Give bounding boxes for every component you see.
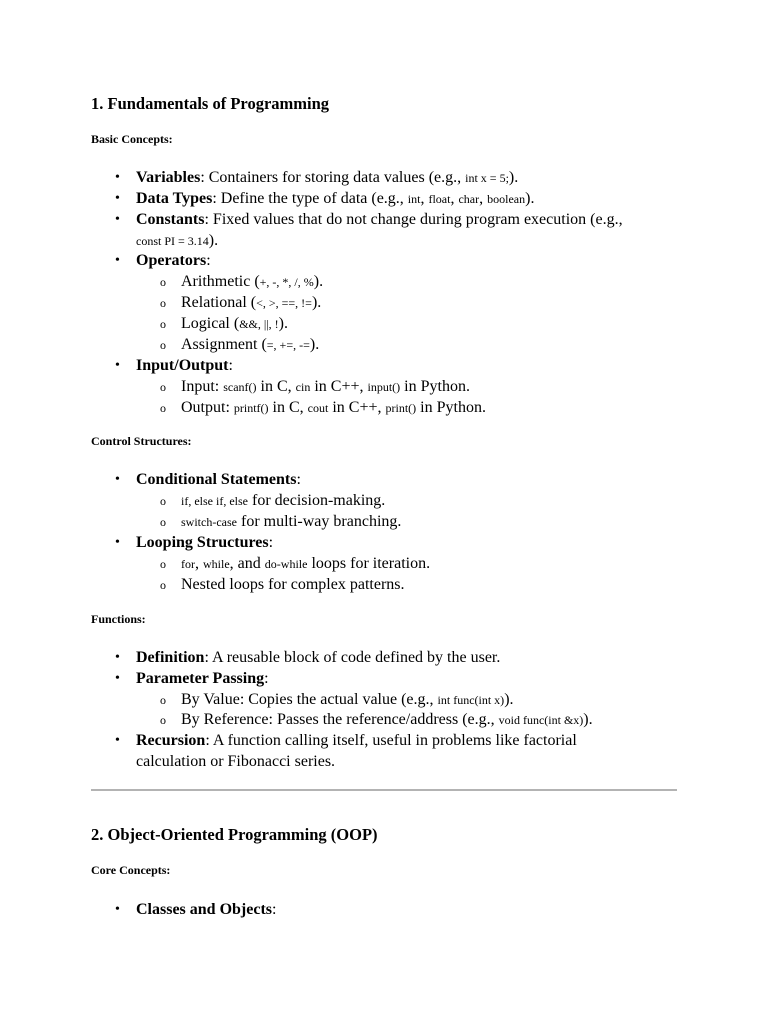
list-item-looping: • Looping Structures: [115,534,274,551]
circle-bullet-icon: o [160,578,166,592]
bullet-icon: • [115,358,120,373]
subheading-basic-concepts: Basic Concepts: [91,132,173,146]
list-item-recursion-cont: calculation or Fibonacci series. [136,753,336,770]
circle-bullet-icon: o [160,401,166,415]
sub-item-input: o Input: scanf() in C, cin in C++, input() in Python. [0,376,768,397]
bullet-icon: • [115,191,120,206]
sub-item-logical: o Logical (&&, ||, !). [0,313,768,334]
subheading-control-structures: Control Structures: [91,434,192,448]
list-item-constants-cont: const PI = 3.14). [136,232,219,249]
term-parameter-passing: Parameter Passing [136,670,265,687]
list-item-operators: • Operators: [115,252,211,269]
circle-bullet-icon: o [160,494,166,508]
circle-bullet-icon: o [160,515,166,529]
section-title-fundamentals: 1. Fundamentals of Programming [91,94,330,113]
bullet-icon: • [115,733,120,748]
list-item-variables: • Variables: Containers for storing data values (e.g., int x = 5;). [115,169,519,186]
circle-bullet-icon: o [160,275,166,289]
term-data-types: Data Types [136,190,213,207]
list-item-constants: • Constants: Fixed values that do not change during program execution (e.g., [115,211,623,228]
list-item-data-types: • Data Types: Define the type of data (e.g., int, float, char, boolean). [115,190,535,207]
bullet-icon: • [115,253,120,268]
section-divider [91,789,677,791]
subheading-functions: Functions: [91,612,146,626]
circle-bullet-icon: o [160,317,166,331]
term-variables: Variables [136,169,201,186]
sub-item-relational: o Relational (<, >, ==, !=). [0,292,768,313]
term-input-output: Input/Output [136,357,229,374]
sub-item-output: o Output: printf() in C, cout in C++, print() in Python. [0,397,768,418]
bullet-icon: • [115,671,120,686]
list-item-recursion: • Recursion: A function calling itself, useful in problems like factorial [115,732,577,749]
term-constants: Constants [136,211,205,228]
bullet-icon: • [115,650,120,665]
sub-item-if-else: o if, else if, else for decision-making. [0,490,768,511]
code-const-pi: const PI = 3.14 [136,234,209,248]
bullet-icon: • [115,212,120,227]
circle-bullet-icon: o [160,693,166,707]
term-operators: Operators [136,252,207,269]
sub-item-loops: o for, while, and do-while loops for iteration. [0,553,768,574]
sub-item-switch-case: o switch-case for multi-way branching. [0,511,768,532]
term-conditional: Conditional Statements [136,471,297,488]
bullet-icon: • [115,902,120,917]
term-definition: Definition [136,649,205,666]
section-title-oop: 2. Object-Oriented Programming (OOP) [91,825,378,844]
code-int-x: int x = 5; [465,171,509,185]
sub-item-nested-loops: o Nested loops for complex patterns. [0,574,768,595]
term-looping: Looping Structures [136,534,269,551]
circle-bullet-icon: o [160,296,166,310]
term-classes-objects: Classes and Objects [136,901,273,918]
list-item-conditional: • Conditional Statements: [115,471,301,488]
list-item-input-output: • Input/Output: [115,357,233,374]
list-item-classes-objects: • Classes and Objects: [115,901,277,918]
term-recursion: Recursion [136,732,206,749]
sub-item-assignment: o Assignment (=, +=, -=). [0,334,768,355]
bullet-icon: • [115,472,120,487]
circle-bullet-icon: o [160,338,166,352]
subheading-core-concepts: Core Concepts: [91,863,171,877]
circle-bullet-icon: o [160,557,166,571]
bullet-icon: • [115,170,120,185]
sub-item-by-value: o By Value: Copies the actual value (e.g., int func(int x)). [0,689,768,710]
list-item-definition: • Definition: A reusable block of code defined by the user. [115,649,501,666]
sub-item-by-reference: o By Reference: Passes the reference/address (e.g., void func(int &x)). [0,709,768,730]
list-item-parameter-passing: • Parameter Passing: [115,670,269,687]
circle-bullet-icon: o [160,713,166,727]
bullet-icon: • [115,535,120,550]
circle-bullet-icon: o [160,380,166,394]
sub-item-arithmetic: o Arithmetic (+, -, *, /, %). [0,271,768,292]
